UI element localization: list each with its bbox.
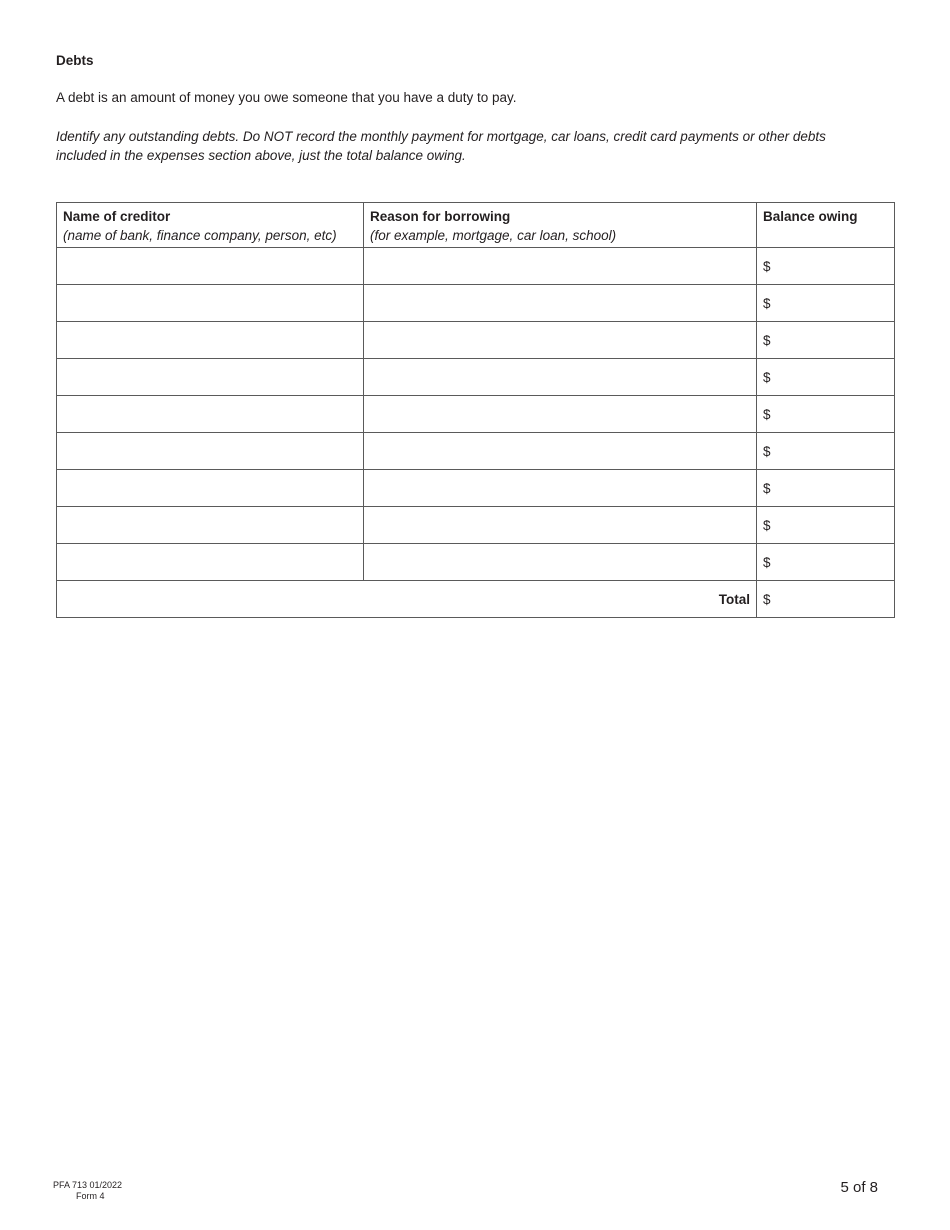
reason-cell[interactable] — [364, 507, 757, 544]
creditor-cell[interactable] — [57, 285, 364, 322]
instructions-text: Identify any outstanding debts. Do NOT record the monthly payment for mortgage, car loans, credit card payments or other debts included in the expenses section above, just the total balance owing. — [56, 129, 826, 163]
form-name: Form 4 — [76, 1191, 105, 1201]
page-number: 5 of 8 — [840, 1179, 878, 1196]
balance-cell[interactable] — [757, 285, 895, 322]
table-row — [57, 359, 895, 396]
table-row — [57, 396, 895, 433]
header-balance-label: Balance owing — [763, 209, 858, 224]
table-row — [57, 285, 895, 322]
table-header-row — [57, 203, 895, 248]
debts-table — [56, 202, 895, 618]
currency-symbol: $ — [763, 554, 771, 570]
reason-cell[interactable] — [364, 248, 757, 285]
balance-cell[interactable] — [757, 396, 895, 433]
reason-cell[interactable] — [364, 433, 757, 470]
creditor-cell[interactable] — [57, 322, 364, 359]
creditor-cell[interactable] — [57, 433, 364, 470]
balance-cell[interactable] — [757, 544, 895, 581]
creditor-cell[interactable] — [57, 359, 364, 396]
header-creditor-label: Name of creditor — [63, 209, 171, 224]
balance-cell[interactable] — [757, 248, 895, 285]
balance-cell[interactable] — [757, 470, 895, 507]
form-code — [53, 1180, 122, 1202]
form-code-text: PFA 713 01/2022 — [53, 1180, 123, 1190]
reason-cell[interactable] — [364, 470, 757, 507]
creditor-cell[interactable] — [57, 507, 364, 544]
section-title: Debts — [56, 53, 94, 68]
header-reason — [364, 203, 757, 248]
currency-symbol: $ — [763, 258, 771, 274]
currency-symbol: $ — [763, 480, 771, 496]
balance-cell[interactable] — [757, 359, 895, 396]
header-creditor-hint: (name of bank, finance company, person, etc) — [63, 228, 337, 243]
header-reason-label: Reason for borrowing — [370, 209, 511, 224]
balance-cell[interactable] — [757, 322, 895, 359]
header-balance — [757, 203, 895, 248]
table-row — [57, 322, 895, 359]
header-creditor — [57, 203, 364, 248]
table-row — [57, 470, 895, 507]
creditor-cell[interactable] — [57, 396, 364, 433]
creditor-cell[interactable] — [57, 248, 364, 285]
reason-cell[interactable] — [364, 359, 757, 396]
table-row — [57, 507, 895, 544]
table-row — [57, 433, 895, 470]
balance-cell[interactable] — [757, 507, 895, 544]
table-row — [57, 248, 895, 285]
header-reason-hint: (for example, mortgage, car loan, school) — [370, 228, 617, 243]
total-row — [57, 581, 895, 618]
currency-symbol: $ — [763, 517, 771, 533]
currency-symbol: $ — [763, 406, 771, 422]
currency-symbol: $ — [763, 332, 771, 348]
reason-cell[interactable] — [364, 396, 757, 433]
intro-text: A debt is an amount of money you owe someone that you have a duty to pay. — [56, 90, 517, 105]
currency-symbol: $ — [763, 295, 771, 311]
total-balance-cell[interactable] — [757, 581, 895, 618]
reason-cell[interactable] — [364, 544, 757, 581]
currency-symbol: $ — [763, 591, 771, 607]
table-row — [57, 544, 895, 581]
currency-symbol: $ — [763, 369, 771, 385]
balance-cell[interactable] — [757, 433, 895, 470]
creditor-cell[interactable] — [57, 470, 364, 507]
total-label: Total — [57, 581, 757, 618]
currency-symbol: $ — [763, 443, 771, 459]
reason-cell[interactable] — [364, 285, 757, 322]
reason-cell[interactable] — [364, 322, 757, 359]
creditor-cell[interactable] — [57, 544, 364, 581]
